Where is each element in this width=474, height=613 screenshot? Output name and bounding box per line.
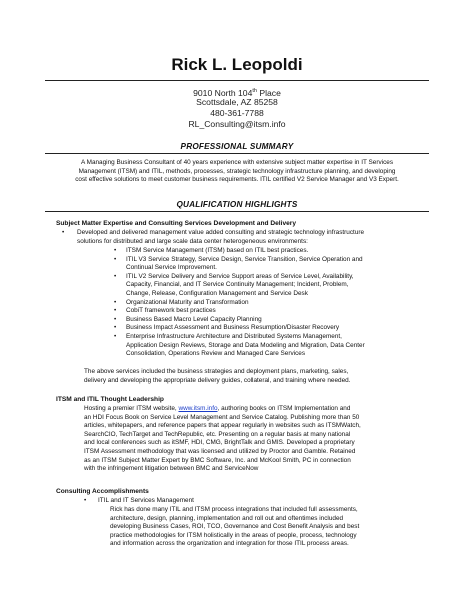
header-divider	[45, 80, 429, 81]
list-item: • ITSM Service Management (ITSM) based on ITIL best practices.	[114, 247, 309, 254]
sme-closing: The above services included the business strategies and deployment plans, marketing, sales, delivery and developing the appropriate delivery guides, collateral, and training where needed.	[84, 368, 351, 384]
address-line: 9010 North 104th Place	[193, 87, 281, 98]
list-item: • ITIL V3 Service Strategy, Service Design, Service Transition, Service Operation and Continual Service Improvement.	[114, 255, 363, 272]
sme-heading: Subject Matter Expertise and Consulting Services Development and Delivery	[56, 220, 297, 227]
thought-leadership-heading: ITSM and ITIL Thought Leadership	[56, 396, 164, 403]
summary-paragraph: A Managing Business Consultant of 40 years experience with extensive subject matter expertise in IT Services Management (ITSM) and ITIL, methods, processes, strategic technology infrastructure planning, and developing cost effective solutions to meet customer business requirements. ITIL certified V2 Service Manager and V3 Expert.	[75, 159, 399, 184]
city-line: Scottsdale, AZ 85258	[196, 97, 278, 107]
highlights-title: QUALIFICATION HIGHLIGHTS	[176, 200, 298, 209]
bullet-dot: •	[62, 229, 65, 236]
consulting-bullet: ITIL and IT Services Management	[98, 497, 194, 504]
summary-divider	[45, 153, 429, 154]
summary-title: PROFESSIONAL SUMMARY	[180, 142, 294, 151]
bullet-dot: •	[84, 497, 87, 504]
list-item: • ITIL V2 Service Delivery and Service Support areas of Service Level, Availability, Capacity, Financial, and IT Service Continuity Management; Incident, Problem, Change, Release, Configuration Management and Service Desk	[114, 272, 354, 297]
sme-intro: Developed and delivered management value added consulting and strategic technology infrastructure solutions for distributed and large scale data center heterogeneous environments:	[77, 229, 365, 245]
email-address: RL_Consulting@itsm.info	[188, 119, 286, 129]
website-link[interactable]: www.itsm.info	[178, 405, 218, 412]
list-item: • CobiT framework best practices	[114, 307, 216, 315]
highlights-divider	[45, 211, 429, 212]
list-item: • Enterprise Infrastructure Architecture and Distributed Systems Management, Application Design Reviews, Storage and Data Modeling and Migration, Data Center Consolidation, Operations Review and Managed Care Services	[114, 332, 365, 358]
consulting-heading: Consulting Accomplishments	[56, 488, 149, 495]
candidate-name: Rick L. Leopoldi	[171, 55, 303, 74]
consulting-paragraph: Rick has done many ITIL and ITSM process integrations that included full assessments, architecture, design, planning, implementation and roll out and oftentimes included developing Business Cases, ROI, TCO, Governance and Cost Benefit Analysis and best practice methodologies for ITSM holistically in the areas of people, process, technology and information across the organization and integration for those ITIL process areas.	[110, 506, 360, 548]
thought-leadership-paragraph: Hosting a premier ITSM website, www.itsm.info, authoring books on ITSM Implementation and an HDI Focus Book on Service Level Management and Service Catalog. Publishing more than 50 articles, whitepapers, and reference papers that appear regularly in websites such as ITSMWatch, SearchCIO, TechTarget and TechRepublic, etc. Presenting on a regular basis at many national and local conferences such as itSMF, HDI, CMG, BrightTalk and GMIS. Developed a proprietary ITSM Assessment methodology that was licensed and utilized by Proctor and Gamble. Retained as an ITSM Subject Matter Expert by BMC Software, Inc. and McKool Smith, PC in connection with the infringement litigation between BMC and ServiceNow	[84, 405, 361, 473]
list-item: • Business Based Macro Level Capacity Planning	[114, 315, 262, 323]
list-item: • Business Impact Assessment and Business Resumption/Disaster Recovery	[114, 324, 340, 332]
phone-number: 480-361-7788	[210, 108, 264, 118]
list-item: • Organizational Maturity and Transformation	[114, 298, 249, 306]
sme-items-list	[114, 247, 456, 359]
